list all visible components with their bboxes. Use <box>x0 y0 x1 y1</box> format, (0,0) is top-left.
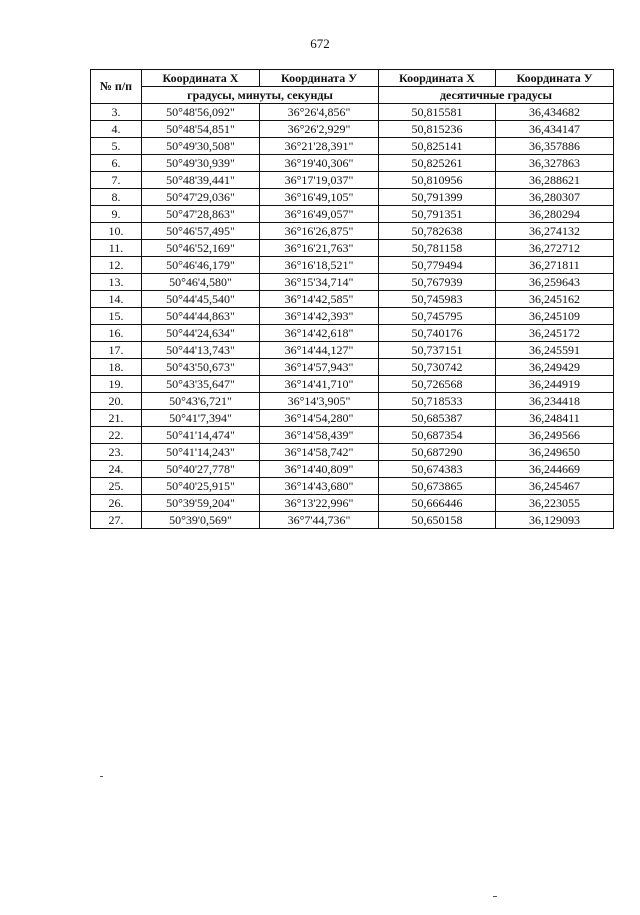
row-number-cell: 17. <box>91 342 142 359</box>
x-dms-cell: 50°46'46,179" <box>142 257 260 274</box>
header-x-decimal: Координата X <box>379 70 496 87</box>
table-row <box>91 172 614 189</box>
x-decimal-cell: 50,685387 <box>379 410 496 427</box>
table-row <box>91 359 614 376</box>
y-decimal-cell: 36,245172 <box>496 325 614 342</box>
table-row <box>91 495 614 512</box>
y-dms-cell: 36°14'42,393" <box>260 308 379 325</box>
y-dms-cell: 36°7'44,736" <box>260 512 379 529</box>
header-decimal-units: десятичные градусы <box>379 87 614 104</box>
y-decimal-cell: 36,234418 <box>496 393 614 410</box>
x-dms-cell: 50°40'25,915" <box>142 478 260 495</box>
y-dms-cell: 36°14'57,943" <box>260 359 379 376</box>
y-decimal-cell: 36,249650 <box>496 444 614 461</box>
row-number-cell: 9. <box>91 206 142 223</box>
x-dms-cell: 50°39'59,204" <box>142 495 260 512</box>
x-dms-cell: 50°43'6,721" <box>142 393 260 410</box>
x-decimal-cell: 50,674383 <box>379 461 496 478</box>
x-decimal-cell: 50,767939 <box>379 274 496 291</box>
y-decimal-cell: 36,288621 <box>496 172 614 189</box>
row-number-cell: 13. <box>91 274 142 291</box>
x-decimal-cell: 50,718533 <box>379 393 496 410</box>
row-number-cell: 12. <box>91 257 142 274</box>
row-number-cell: 18. <box>91 359 142 376</box>
row-number-cell: 25. <box>91 478 142 495</box>
x-dms-cell: 50°46'52,169" <box>142 240 260 257</box>
table-row <box>91 444 614 461</box>
x-decimal-cell: 50,779494 <box>379 257 496 274</box>
x-decimal-cell: 50,730742 <box>379 359 496 376</box>
y-dms-cell: 36°14'58,439" <box>260 427 379 444</box>
coordinates-table <box>90 69 614 529</box>
row-number-cell: 5. <box>91 138 142 155</box>
row-number-cell: 4. <box>91 121 142 138</box>
y-dms-cell: 36°14'42,618" <box>260 325 379 342</box>
x-dms-cell: 50°44'44,863" <box>142 308 260 325</box>
page-number: 672 <box>310 36 330 51</box>
y-dms-cell: 36°14'3,905" <box>260 393 379 410</box>
table-row <box>91 274 614 291</box>
table-row <box>91 393 614 410</box>
y-dms-cell: 36°14'58,742" <box>260 444 379 461</box>
y-decimal-cell: 36,249566 <box>496 427 614 444</box>
table-row <box>91 342 614 359</box>
header-row-units <box>91 87 614 104</box>
header-row-number: № п/п <box>91 70 142 104</box>
table-row <box>91 308 614 325</box>
y-dms-cell: 36°26'2,929" <box>260 121 379 138</box>
x-decimal-cell: 50,782638 <box>379 223 496 240</box>
y-decimal-cell: 36,327863 <box>496 155 614 172</box>
x-dms-cell: 50°47'28,863" <box>142 206 260 223</box>
y-decimal-cell: 36,244669 <box>496 461 614 478</box>
table-row <box>91 240 614 257</box>
x-dms-cell: 50°46'4,580" <box>142 274 260 291</box>
table-row <box>91 189 614 206</box>
x-decimal-cell: 50,673865 <box>379 478 496 495</box>
table-row <box>91 461 614 478</box>
x-decimal-cell: 50,737151 <box>379 342 496 359</box>
row-number-cell: 15. <box>91 308 142 325</box>
x-decimal-cell: 50,781158 <box>379 240 496 257</box>
x-dms-cell: 50°49'30,508" <box>142 138 260 155</box>
x-decimal-cell: 50,687290 <box>379 444 496 461</box>
x-dms-cell: 50°43'35,647" <box>142 376 260 393</box>
header-row-titles <box>91 70 614 87</box>
table-row <box>91 138 614 155</box>
row-number-cell: 3. <box>91 104 142 121</box>
table-row <box>91 410 614 427</box>
row-number-cell: 23. <box>91 444 142 461</box>
row-number-cell: 24. <box>91 461 142 478</box>
y-dms-cell: 36°15'34,714" <box>260 274 379 291</box>
table-row <box>91 155 614 172</box>
y-dms-cell: 36°14'43,680" <box>260 478 379 495</box>
row-number-cell: 10. <box>91 223 142 240</box>
x-dms-cell: 50°41'14,243" <box>142 444 260 461</box>
y-decimal-cell: 36,129093 <box>496 512 614 529</box>
header-y-decimal: Координата У <box>496 70 614 87</box>
x-decimal-cell: 50,650158 <box>379 512 496 529</box>
y-dms-cell: 36°16'18,521" <box>260 257 379 274</box>
table-row <box>91 223 614 240</box>
row-number-cell: 26. <box>91 495 142 512</box>
x-decimal-cell: 50,687354 <box>379 427 496 444</box>
x-decimal-cell: 50,791351 <box>379 206 496 223</box>
table-row <box>91 291 614 308</box>
y-dms-cell: 36°21'28,391" <box>260 138 379 155</box>
x-decimal-cell: 50,825141 <box>379 138 496 155</box>
x-decimal-cell: 50,825261 <box>379 155 496 172</box>
x-decimal-cell: 50,815236 <box>379 121 496 138</box>
x-dms-cell: 50°44'24,634" <box>142 325 260 342</box>
x-decimal-cell: 50,791399 <box>379 189 496 206</box>
table-row <box>91 257 614 274</box>
x-dms-cell: 50°41'14,474" <box>142 427 260 444</box>
x-decimal-cell: 50,745983 <box>379 291 496 308</box>
y-decimal-cell: 36,434682 <box>496 104 614 121</box>
y-decimal-cell: 36,274132 <box>496 223 614 240</box>
x-dms-cell: 50°41'7,394" <box>142 410 260 427</box>
row-number-cell: 6. <box>91 155 142 172</box>
y-dms-cell: 36°14'42,585" <box>260 291 379 308</box>
header-x-dms: Координата X <box>142 70 260 87</box>
y-decimal-cell: 36,272712 <box>496 240 614 257</box>
table-row <box>91 478 614 495</box>
x-dms-cell: 50°44'13,743" <box>142 342 260 359</box>
x-dms-cell: 50°48'54,851" <box>142 121 260 138</box>
y-decimal-cell: 36,245591 <box>496 342 614 359</box>
x-dms-cell: 50°43'50,673" <box>142 359 260 376</box>
y-decimal-cell: 36,244919 <box>496 376 614 393</box>
x-dms-cell: 50°49'30,939" <box>142 155 260 172</box>
row-number-cell: 16. <box>91 325 142 342</box>
x-decimal-cell: 50,666446 <box>379 495 496 512</box>
table-row <box>91 376 614 393</box>
y-dms-cell: 36°14'41,710" <box>260 376 379 393</box>
row-number-cell: 20. <box>91 393 142 410</box>
y-dms-cell: 36°26'4,856" <box>260 104 379 121</box>
row-number-cell: 22. <box>91 427 142 444</box>
y-dms-cell: 36°14'44,127" <box>260 342 379 359</box>
table-row <box>91 512 614 529</box>
y-decimal-cell: 36,259643 <box>496 274 614 291</box>
header-y-dms: Координата У <box>260 70 379 87</box>
y-decimal-cell: 36,271811 <box>496 257 614 274</box>
x-dms-cell: 50°39'0,569" <box>142 512 260 529</box>
x-decimal-cell: 50,726568 <box>379 376 496 393</box>
y-decimal-cell: 36,357886 <box>496 138 614 155</box>
scan-artifact-mark <box>493 896 497 897</box>
row-number-cell: 8. <box>91 189 142 206</box>
x-decimal-cell: 50,815581 <box>379 104 496 121</box>
x-decimal-cell: 50,740176 <box>379 325 496 342</box>
x-dms-cell: 50°44'45,540" <box>142 291 260 308</box>
x-dms-cell: 50°48'56,092" <box>142 104 260 121</box>
y-dms-cell: 36°16'21,763" <box>260 240 379 257</box>
x-decimal-cell: 50,810956 <box>379 172 496 189</box>
table-row <box>91 104 614 121</box>
y-dms-cell: 36°16'26,875" <box>260 223 379 240</box>
y-decimal-cell: 36,280307 <box>496 189 614 206</box>
table-row <box>91 325 614 342</box>
y-decimal-cell: 36,434147 <box>496 121 614 138</box>
coordinates-table-body <box>91 104 614 529</box>
y-decimal-cell: 36,245467 <box>496 478 614 495</box>
x-decimal-cell: 50,745795 <box>379 308 496 325</box>
header-dms-units: градусы, минуты, секунды <box>142 87 379 104</box>
table-row <box>91 427 614 444</box>
y-dms-cell: 36°17'19,037" <box>260 172 379 189</box>
scan-artifact-mark <box>100 776 103 777</box>
y-dms-cell: 36°19'40,306" <box>260 155 379 172</box>
y-dms-cell: 36°16'49,057" <box>260 206 379 223</box>
row-number-cell: 11. <box>91 240 142 257</box>
row-number-cell: 21. <box>91 410 142 427</box>
y-dms-cell: 36°14'54,280" <box>260 410 379 427</box>
y-decimal-cell: 36,248411 <box>496 410 614 427</box>
y-dms-cell: 36°14'40,809" <box>260 461 379 478</box>
row-number-cell: 27. <box>91 512 142 529</box>
y-decimal-cell: 36,245162 <box>496 291 614 308</box>
y-dms-cell: 36°16'49,105" <box>260 189 379 206</box>
row-number-cell: 19. <box>91 376 142 393</box>
y-decimal-cell: 36,245109 <box>496 308 614 325</box>
row-number-cell: 14. <box>91 291 142 308</box>
y-decimal-cell: 36,249429 <box>496 359 614 376</box>
x-dms-cell: 50°40'27,778" <box>142 461 260 478</box>
row-number-cell: 7. <box>91 172 142 189</box>
y-dms-cell: 36°13'22,996" <box>260 495 379 512</box>
x-dms-cell: 50°46'57,495" <box>142 223 260 240</box>
y-decimal-cell: 36,223055 <box>496 495 614 512</box>
x-dms-cell: 50°48'39,441" <box>142 172 260 189</box>
table-row <box>91 121 614 138</box>
y-decimal-cell: 36,280294 <box>496 206 614 223</box>
x-dms-cell: 50°47'29,036" <box>142 189 260 206</box>
table-row <box>91 206 614 223</box>
